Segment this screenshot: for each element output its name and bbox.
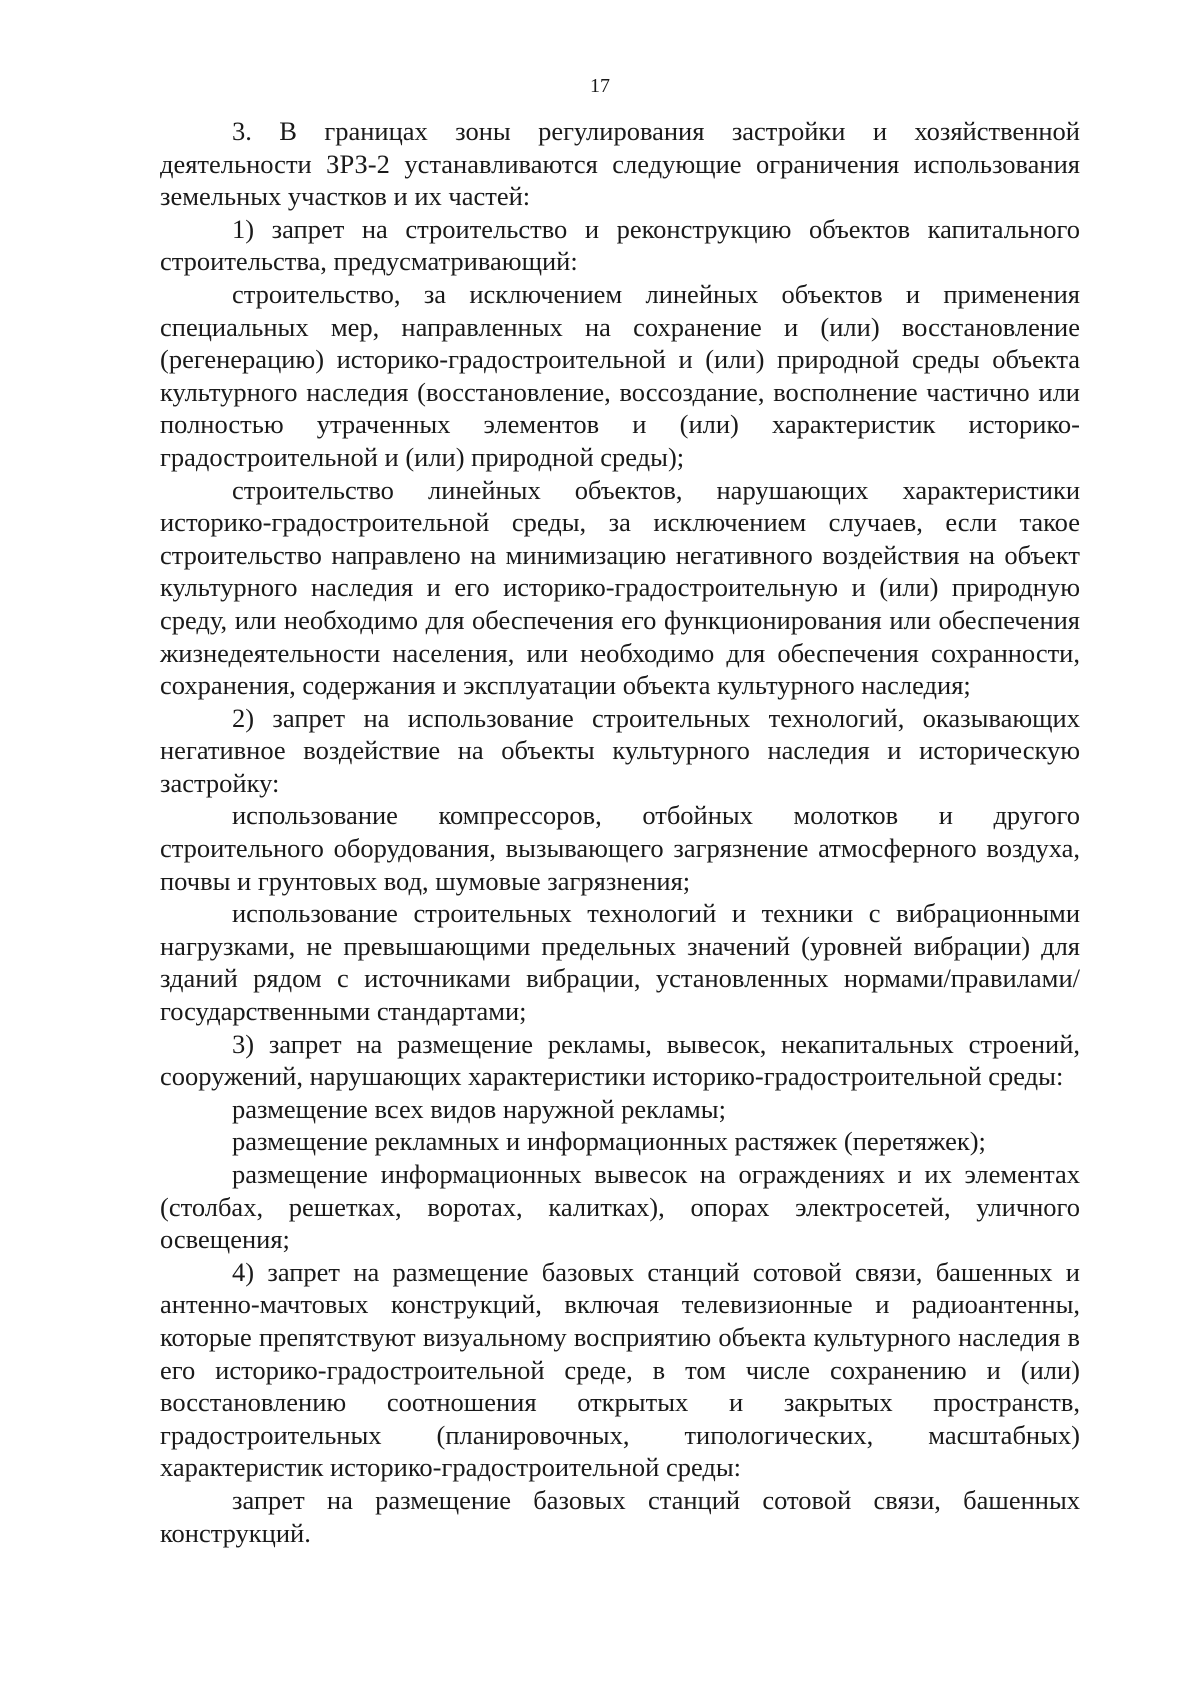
paragraph-compressors: использование компрессоров, отбойных молотков и другого строительного оборудования, вызывающего загрязнение атмосферного воздуха, почвы и грунтовых вод, шумовые загрязнения; [160,800,1080,896]
paragraph-item-4: 4) запрет на размещение базовых станций сотовой связи, башенных и антенно-мачтовых конструкций, включая телевизионные и радиоантенны, которые препятствуют визуальному восприятию объекта культурного наследия в его историко-градостроительной среде, в том числе сохранению и (или) восстановлению соотношения открытых и закрытых пространств, градостроительных (планировочных, типологических, масштабных) характеристик историко-градостроительной среды: [160,1256,1080,1483]
paragraph-construction-exception: строительство, за исключением линейных объектов и применения специальных мер, направленных на сохранение и (или) восстановление (регенерацию) историко-градостроительной и (или) природной среды объекта культурного наследия (восстановление, воссоздание, восполнение частично или полностью утраченных элементов и (или) характеристик историко-градостроительной и (или) природной среды); [160,278,1080,472]
paragraph-vibration: использование строительных технологий и техники с вибрационными нагрузками, не превышающими предельных значений (уровней вибрации) для зданий рядом с источниками вибрации, установленных нормами/правилами/ государственными стандартами; [160,898,1080,1027]
page-number: 17 [590,75,610,97]
paragraph-item-3: 3) запрет на размещение рекламы, вывесок, некапитальных строений, сооружений, нарушающих характеристики историко-градостроительной среды: [160,1028,1080,1092]
paragraph-banners: размещение рекламных и информационных растяжек (перетяжек); [232,1126,986,1157]
paragraph-signs: размещение информационных вывесок на ограждениях и их элементах (столбах, решетках, воротах, калитках), опорах электросетей, уличного освещения; [160,1159,1080,1255]
paragraph-item-1: 1) запрет на строительство и реконструкцию объектов капитального строительства, предусматривающий: [160,213,1080,277]
paragraph-base-stations: запрет на размещение базовых станций сотовой связи, башенных конструкций. [160,1484,1080,1548]
paragraph-item-2: 2) запрет на использование строительных технологий, оказывающих негативное воздействие на объекты культурного наследия и историческую застройку: [160,702,1080,798]
paragraph-zrz2-restrictions: 3. В границах зоны регулирования застройки и хозяйственной деятельности ЗРЗ-2 устанавливаются следующие ограничения использования земельных участков и их частей: [160,116,1080,212]
document-body [160,115,1080,1549]
paragraph-linear-objects: строительство линейных объектов, нарушающих характеристики историко-градостроительной среды, за исключением случаев, если такое строительство направлено на минимизацию негативного воздействия на объект культурного наследия и его историко-градостроительную и (или) природную среду, или необходимо для обеспечения его функционирования или обеспечения жизнедеятельности населения, или необходимо для обеспечения сохранности, сохранения, содержания и эксплуатации объекта культурного наследия; [160,474,1080,701]
paragraph-outdoor-ads: размещение всех видов наружной рекламы; [232,1093,726,1124]
